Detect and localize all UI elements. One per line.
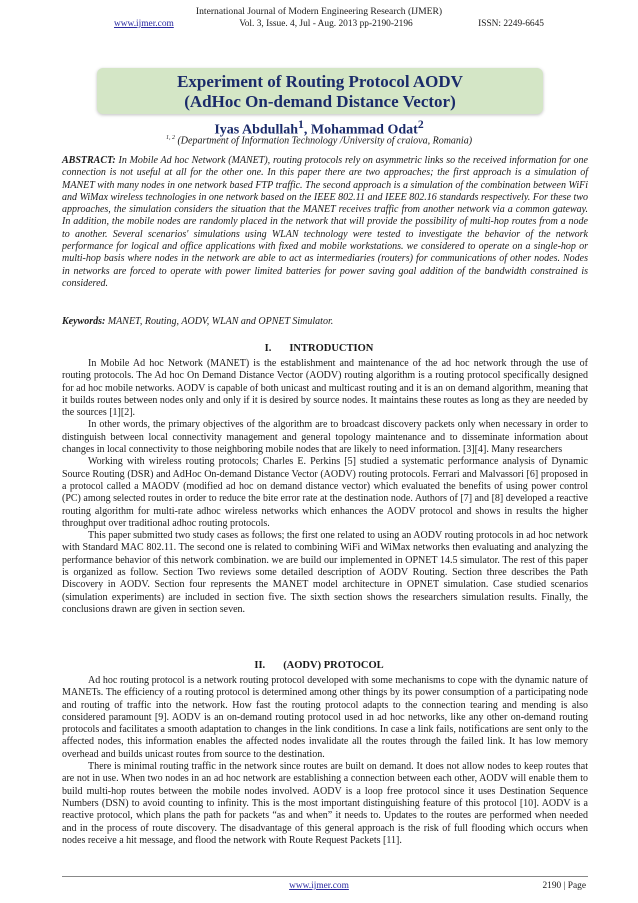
- keywords-text: MANET, Routing, AODV, WLAN and OPNET Simulator.: [105, 316, 334, 327]
- journal-meta: [114, 19, 544, 29]
- section-title: (AODV) PROTOCOL: [283, 660, 384, 671]
- author-1-sup: 1: [298, 118, 304, 131]
- paper-title-box: [97, 68, 543, 114]
- journal-volume: Vol. 3, Issue. 4, Jul - Aug. 2013 pp-2190-2196: [239, 19, 413, 29]
- paragraph: In Mobile Ad hoc Network (MANET) is the establishment and maintenance of the ad hoc network through the use of routing protocols. The Ad hoc On Demand Distance Vector (AODV) routing algorithm is a routing protocol specifically designed for ad hoc mobile networks. AODV is capable of both unicast and multicast routing and it is an on demand algorithm, meaning that it builds routes between nodes only and only if it is desired by source nodes. It maintains these routes as long as they are needed by the sources [1][2].: [62, 358, 588, 419]
- footer-divider: [62, 876, 588, 877]
- keywords-label: Keywords:: [62, 316, 106, 327]
- journal-site-link[interactable]: www.ijmer.com: [114, 19, 174, 29]
- paragraph: In other words, the primary objectives of the algorithm are to broadcast discovery packets only when necessary in order to distinguish between local connectivity management and general topology maintenance and to disseminate information about changes in local connectivity to those neighboring mobile nodes that are likely to need information. [3][4]. Many researchers: [62, 419, 588, 456]
- author-1: Iyas Abdullah: [214, 122, 299, 138]
- section-number: I.: [264, 343, 272, 354]
- paragraph: There is minimal routing traffic in the network since routes are built on demand. It does not allow nodes to keep routes that are not in use. When two nodes in an ad hoc network are establishing a connection between each other, AODV will enable them to build multi-hop routes between the mobile nodes involved. AODV is a loop free protocol since it uses Destination Sequence Numbers (DSN) to avoid counting to infinity. This is the most important distinguishing feature of this protocol [10]. AODV is a reactive protocol, which plans the path for packets “as and when” it needs to. Updates to the routes are performed when needed and in the process of route discovery. The disadvantage of this general approach is the risk of full flooding which occurs when nodes receive a hit message, and flood the network with Route Request Packets [11].: [62, 761, 588, 846]
- keywords: [62, 316, 588, 328]
- author-2-sup: 2: [417, 118, 424, 131]
- paragraph: Working with wireless routing protocols; Charles E. Perkins [5] studied a systematic performance analysis of Dynamic Source Routing (DSR) and AdHoc On-demand Distance Vector (AODV) routing protocols. Ferrari and Malvassori [6] proposed in a protocol called a MAODV (modified ad hoc on demand distance vector) which evaluated the benefits of using power control (PC) among selected routes in order to reduce the bite error rate at the destination node. Authors of [7] and [8] developed a reactive routing algorithm for multi-rate adhoc wireless networks which enhances the AODV protocol and shows in results the higher throughput over traditional adhoc routing protocols.: [62, 456, 588, 529]
- section-body-introduction: [62, 358, 588, 616]
- section-title: INTRODUCTION: [289, 343, 374, 354]
- journal-issn: ISSN: 2249-6645: [478, 19, 544, 29]
- affiliation-sup: 1, 2: [165, 135, 175, 141]
- section-heading-aodv-protocol: [0, 660, 638, 671]
- abstract: [62, 155, 588, 290]
- abstract-label: ABSTRACT:: [62, 155, 116, 166]
- paper-affiliation: [0, 135, 638, 146]
- footer-page-number: 2190 | Page: [542, 881, 586, 891]
- author-2: , Mohammad Odat: [303, 122, 418, 138]
- section-body-aodv-protocol: [62, 675, 588, 847]
- footer-site-link[interactable]: www.ijmer.com: [289, 881, 349, 891]
- paper-title-line2: (AdHoc On-demand Distance Vector): [184, 92, 456, 111]
- paragraph: This paper submitted two study cases as follows; the first one related to using an AODV routing protocols in ad hoc network with Standard MAC 802.11. The second one is related to combining WiFi and WiMax networks then evaluating and analyzing the performance behavior of this network combination. we are build our implemented in OPNET 14.5 simulator. The rest of this paper is organized as follow. Section Two reviews some detailed description of AODV Routing. Section three describes the Path Discovery in AODV. Section four represents the MANET model architecture in OPNET simulation. Case studied scenarios (simulation experiments) are included in section five. The sixth section shows the researchers simulation results. Finally, the conclusions drawn are given in section seven.: [62, 530, 588, 615]
- affiliation-text: (Department of Information Technology /University of craiova, Romania): [174, 135, 473, 147]
- abstract-text: In Mobile Ad hoc Network (MANET), routing protocols rely on asymmetric links so the received information for one connection is not useful at all for the other one. In this paper there are two approaches; the first approach is a simulation of MANET with many nodes in one network based FTP traffic. The second approach is a simulation of the combination between WiFi and WiMax wireless technologies in one network based on the IEEE 802.11 and IEEE 802.16 standards respectively. For these two approaches, the simulation considers the situation that the MANET receives traffic from another network via a common gateway. In addition, the mobile nodes are randomly placed in the network that will provide the possibility of multi-hop routes from a node to another. Several scenarios' simulations using WLAN technology were tested to investigate the behavior of the network performance for logical and office applications with fixed and mobile workstations. we considered to operate on a single-hop or multi-hop basis where nodes in the network are able to act as intermediaries (routers) for communications of other nodes. Nodes in networks are forced to operate with power limited batteries for power saving goal addition of the bandwidth constrained is considered.: [62, 155, 588, 289]
- paper-title-line1: Experiment of Routing Protocol AODV: [177, 72, 463, 91]
- journal-name: International Journal of Modern Engineering Research (IJMER): [195, 6, 443, 17]
- paragraph: Ad hoc routing protocol is a network routing protocol developed with some mechanisms to cope with the dynamic nature of MANETs. The efficiency of a routing protocol is determined among other things by its power consumption of a participating node and routing of traffic into the network. How fast the routing protocol adapts to the connection tearing and mending is also considered paramount [9]. AODV is an on-demand routing protocol used in ad hoc networks, like any other on-demand routing protocols and facilitates a smooth adaptation to changes in the link conditions. In case a link fails, notifications are sent only to the affected nodes, this information enables the affected nodes invalidate all the routes through the failed link. It has low memory overhead and builds unicast routes from source to the destination.: [62, 675, 588, 760]
- section-heading-introduction: [0, 343, 638, 354]
- section-number: II.: [254, 660, 266, 671]
